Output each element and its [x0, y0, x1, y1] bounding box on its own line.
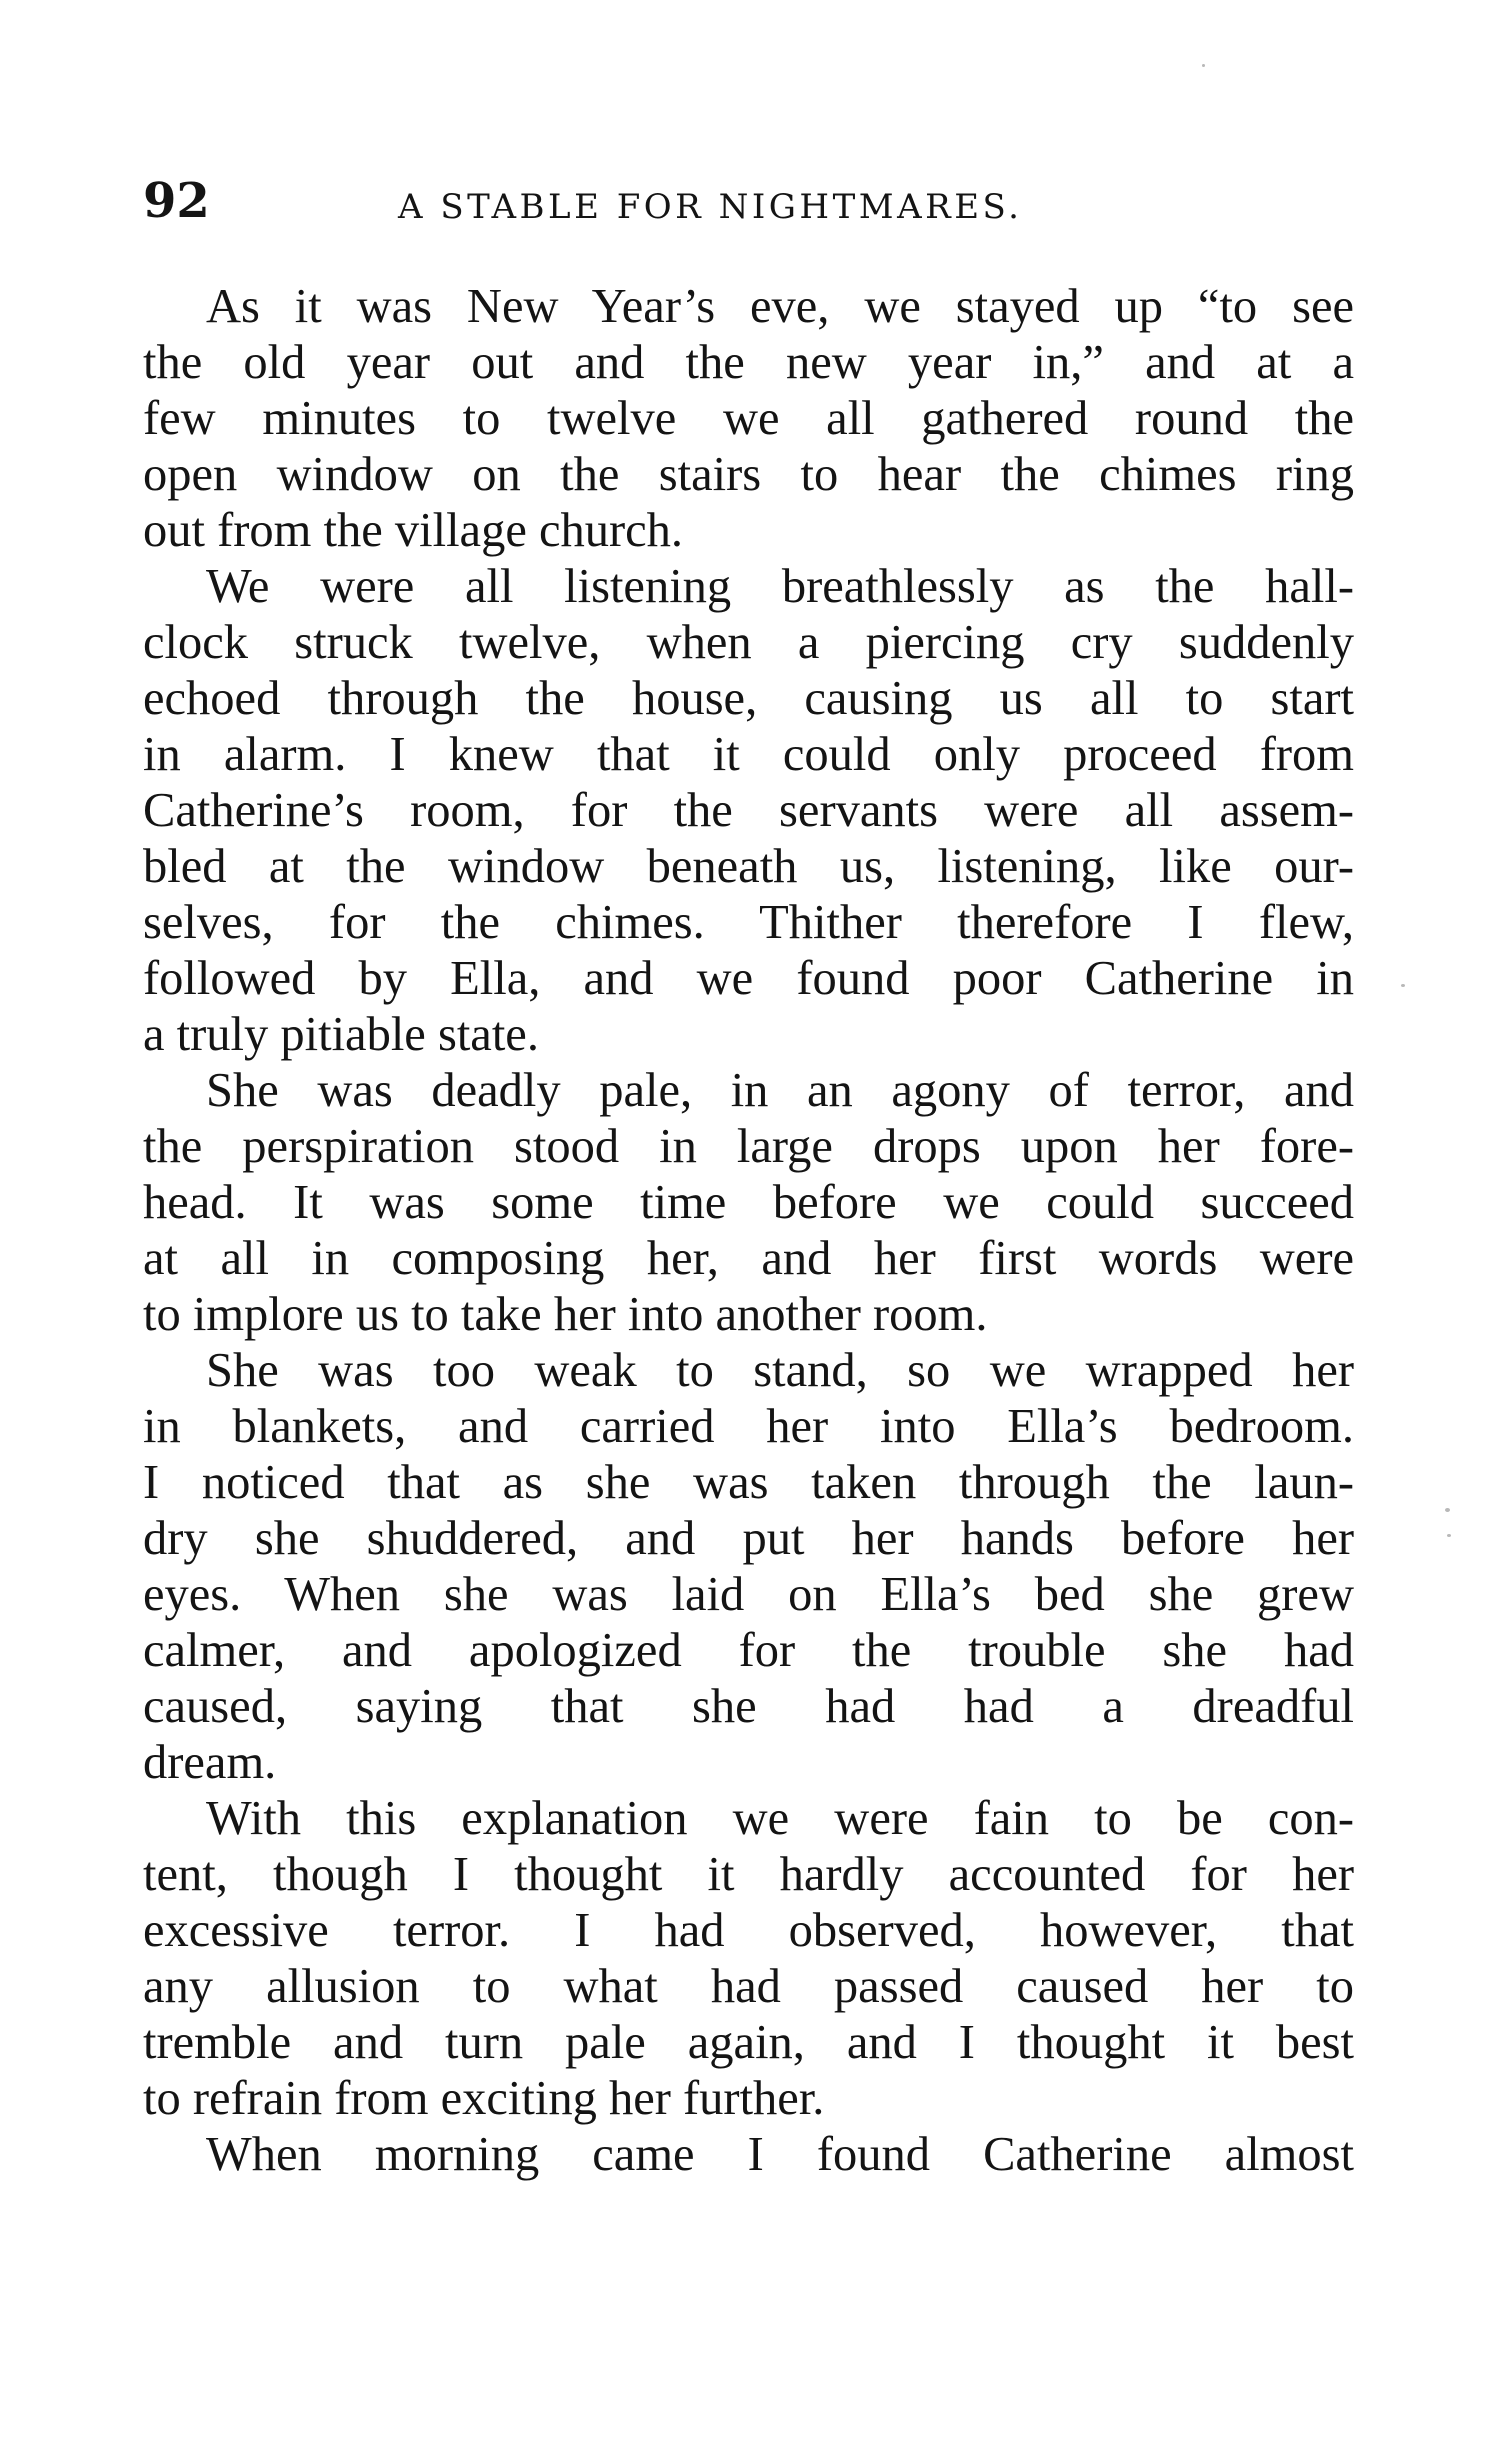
text-line: tremble and turn pale again, and I thought it best — [143, 2016, 1354, 2069]
text-line: out from the village church. — [143, 504, 684, 557]
text-line: She was deadly pale, in an agony of terror, and — [206, 1064, 1354, 1117]
text-line: to refrain from exciting her further. — [143, 2072, 825, 2125]
text-line: She was too weak to stand, so we wrapped her — [206, 1344, 1354, 1397]
text-line: in blankets, and carried her into Ella’s bedroom. — [143, 1400, 1354, 1453]
text-line: dry she shuddered, and put her hands before her — [143, 1512, 1354, 1565]
text-line: a truly pitiable state. — [143, 1008, 539, 1061]
scan-speck — [1401, 984, 1405, 987]
text-line: excessive terror. I had observed, however, that — [143, 1904, 1354, 1957]
scan-speck — [1447, 1534, 1451, 1537]
text-line: tent, though I thought it hardly accounted for her — [143, 1848, 1354, 1901]
text-line: With this explanation we were fain to be con- — [206, 1792, 1354, 1845]
text-line: at all in composing her, and her first words were — [143, 1232, 1354, 1285]
text-line: calmer, and apologized for the trouble she had — [143, 1624, 1354, 1677]
text-line: echoed through the house, causing us all to start — [143, 672, 1354, 725]
text-line: open window on the stairs to hear the chimes ring — [143, 448, 1354, 501]
text-line: Catherine’s room, for the servants were all assem- — [143, 784, 1354, 837]
text-line: selves, for the chimes. Thither therefore I flew, — [143, 896, 1354, 949]
text-line: clock struck twelve, when a piercing cry suddenly — [143, 616, 1354, 669]
page-number: 92 — [143, 173, 210, 229]
text-line: in alarm. I knew that it could only proceed from — [143, 728, 1354, 781]
scan-speck — [1202, 64, 1205, 67]
text-line: eyes. When she was laid on Ella’s bed she grew — [143, 1568, 1354, 1621]
text-line: We were all listening breathlessly as the hall- — [206, 560, 1354, 613]
text-line: dream. — [143, 1736, 277, 1789]
text-line: few minutes to twelve we all gathered round the — [143, 392, 1354, 445]
text-line: to implore us to take her into another room. — [143, 1288, 988, 1341]
scan-speck — [1445, 1508, 1450, 1512]
text-line: caused, saying that she had had a dreadful — [143, 1680, 1354, 1733]
text-line: followed by Ella, and we found poor Catherine in — [143, 952, 1354, 1005]
text-line: I noticed that as she was taken through the laun- — [143, 1456, 1354, 1509]
text-line: any allusion to what had passed caused her to — [143, 1960, 1354, 2013]
running-head — [0, 166, 1512, 236]
text-line: bled at the window beneath us, listening, like our- — [143, 840, 1354, 893]
text-line: As it was New Year’s eve, we stayed up “to see — [206, 280, 1354, 333]
running-title: A STABLE FOR NIGHTMARES. — [398, 187, 1023, 227]
text-line: When morning came I found Catherine almost — [206, 2128, 1354, 2181]
text-line: the perspiration stood in large drops upon her fore- — [143, 1120, 1354, 1173]
text-line: head. It was some time before we could succeed — [143, 1176, 1354, 1229]
text-line: the old year out and the new year in,” and at a — [143, 336, 1354, 389]
